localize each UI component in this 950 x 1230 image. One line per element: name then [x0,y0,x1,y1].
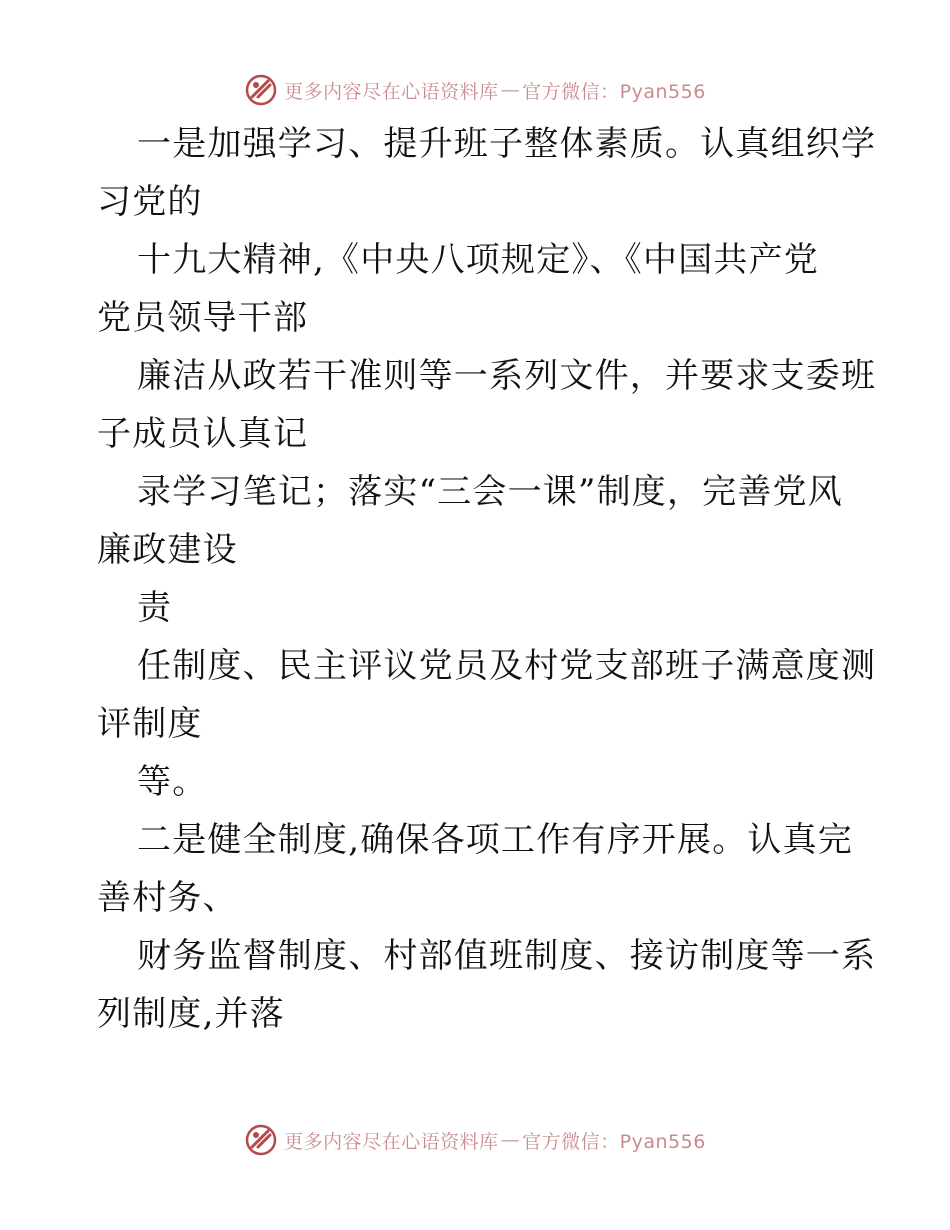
watermark-text: 更多内容尽在心语资料库 [284,1130,499,1153]
text-line: 评制度 [97,704,203,744]
red-seal-logo-icon [244,73,278,107]
watermark-wechat: 官方微信：Pyan556 [522,1130,706,1153]
text-line: 列制度,并落 [97,994,286,1034]
text-line: 党员领导干部 [97,298,309,338]
text-line: 廉政建设 [97,530,238,570]
text-line: 责 [137,588,173,628]
footer-watermark [0,1120,950,1160]
text-line: 二是健全制度,确保各项工作有序开展。认真完 [137,820,854,860]
watermark-separator: — [500,1129,521,1151]
header-watermark [0,70,950,110]
text-line: 等。 [137,762,208,802]
text-line: 财务监督制度、村部值班制度、接访制度等一系 [137,936,877,976]
watermark-wechat: 官方微信：Pyan556 [522,80,706,103]
red-seal-logo-icon [244,1123,278,1157]
text-line: 习党的 [97,182,203,222]
text-line: 录学习笔记；落实“三会一课”制度，完善党风 [137,472,843,512]
document-body [97,115,877,1043]
text-line: 十九大精神,《中央八项规定》、《中国共产党 [137,240,820,280]
text-line: 一是加强学习、提升班子整体素质。认真组织学 [137,124,877,164]
text-line: 任制度、民主评议党员及村党支部班子满意度测 [137,646,877,686]
watermark-separator: — [500,79,521,101]
watermark-text: 更多内容尽在心语资料库 [284,80,499,103]
text-line: 善村务、 [97,878,238,918]
text-line: 子成员认真记 [97,414,309,454]
text-line: 廉洁从政若干准则等一系列文件，并要求支委班 [137,356,877,396]
